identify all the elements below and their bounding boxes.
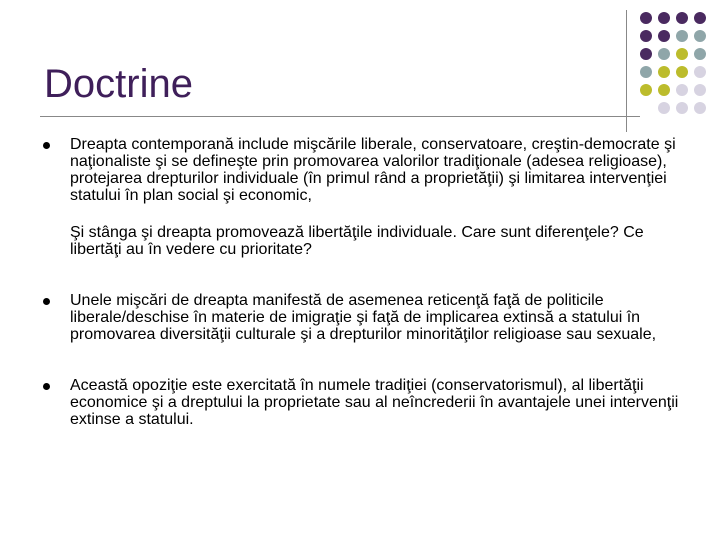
decorative-dot	[676, 102, 688, 114]
bullet-icon	[43, 383, 50, 390]
decorative-dot	[694, 102, 706, 114]
bullet-item	[40, 136, 680, 258]
slide-title: Doctrine	[44, 62, 193, 106]
decorative-dot	[694, 12, 706, 24]
bullet-text: Dreapta contemporană include mişcările liberale, conservatoare, creştin-democrate şi naţionaliste şi se defineşte prin promovarea valorilor tradiţionale (adesea religioase), protejarea drepturilor individuale (în primul rând a proprietăţii) şi limitarea intervenţiei statului în plan social şi economic,	[70, 136, 676, 204]
decorative-dot	[676, 84, 688, 96]
decorative-dot	[676, 66, 688, 78]
bullet-icon	[43, 142, 50, 149]
decorative-dot	[658, 12, 670, 24]
decorative-dot	[694, 84, 706, 96]
decorative-dot	[640, 12, 652, 24]
bullet-item	[40, 292, 680, 343]
horizontal-divider	[40, 116, 640, 117]
bullet-icon	[43, 298, 50, 305]
bullet-text: Această opoziţie este exercitată în numele tradiţiei (conservatorismul), al libertăţii economice şi a dreptului la proprietate sau al neîncrederii în avantajele unei intervenţii extinse a statului.	[70, 377, 679, 428]
decorative-dot	[640, 66, 652, 78]
decorative-dot	[658, 30, 670, 42]
decorative-dot	[640, 48, 652, 60]
decorative-dot	[640, 30, 652, 42]
decorative-dot	[658, 102, 670, 114]
decorative-dot	[676, 30, 688, 42]
bullet-text: Unele mişcări de dreapta manifestă de asemenea reticenţă faţă de politicile liberale/deschise în materie de imigraţie şi faţă de implicarea extinsă a statului în promovarea diversităţii culturale şi a drepturilor minorităţilor religioase sau sexuale,	[70, 292, 657, 343]
decorative-dot	[676, 48, 688, 60]
vertical-divider	[626, 10, 627, 132]
decorative-dot	[694, 48, 706, 60]
decorative-dot	[640, 84, 652, 96]
decorative-dot	[676, 12, 688, 24]
decorative-dot	[694, 66, 706, 78]
decorative-dot	[658, 66, 670, 78]
slide-body	[40, 136, 680, 428]
decorative-dot-grid	[640, 12, 720, 132]
bullet-item	[40, 377, 680, 428]
decorative-dot	[694, 30, 706, 42]
decorative-dot	[658, 48, 670, 60]
bullet-continuation-text: Şi stânga şi dreapta promovează libertăţile individuale. Care sunt diferenţele? Ce libertăţi au în vedere cu prioritate?	[70, 224, 644, 258]
decorative-dot	[658, 84, 670, 96]
